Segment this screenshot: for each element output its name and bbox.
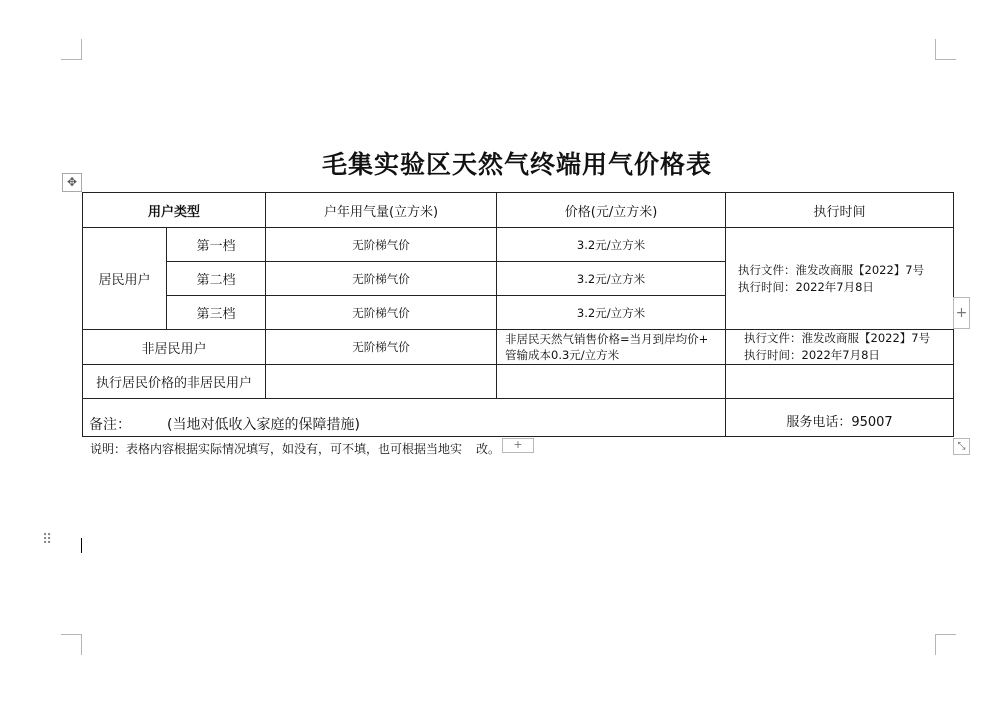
header-price[interactable]: 价格(元/立方米) — [497, 193, 726, 228]
table-row — [83, 330, 954, 365]
move-arrows-icon[interactable]: ✥ — [62, 173, 82, 192]
tier-usage[interactable]: 无阶梯气价 — [266, 228, 497, 262]
non-residential-exec-date: 执行时间：2022年7月8日 — [744, 348, 880, 362]
resident-price-nonres-price[interactable] — [497, 365, 726, 399]
drag-dots-icon[interactable]: ⠿ — [42, 532, 54, 548]
document-title: 毛集实验区天然气终端用气价格表 — [321, 150, 712, 179]
text-cursor — [81, 538, 82, 553]
footnote — [90, 440, 500, 457]
residential-label[interactable]: 居民用户 — [83, 228, 167, 330]
crop-mark-top-right — [935, 39, 956, 60]
non-residential-price-line2: 管输成本0.3元/立方米 — [505, 348, 620, 362]
non-residential-exec-file: 执行文件：淮发改商服【2022】7号 — [744, 331, 931, 345]
non-residential-usage[interactable]: 无阶梯气价 — [266, 330, 497, 365]
non-residential-price-cell[interactable] — [497, 330, 726, 365]
non-residential-label[interactable]: 非居民用户 — [83, 330, 266, 365]
tier-usage[interactable]: 无阶梯气价 — [266, 262, 497, 296]
table-row — [83, 365, 954, 399]
tier-price[interactable]: 3.2元/立方米 — [497, 296, 726, 330]
residential-exec-file: 执行文件：淮发改商服【2022】7号 — [738, 262, 925, 277]
tier-name[interactable]: 第一档 — [167, 228, 266, 262]
remark-cell[interactable] — [83, 399, 726, 437]
resident-price-nonres-usage[interactable] — [266, 365, 497, 399]
non-residential-price-line1: 非居民天然气销售价格=当月到岸均价+ — [505, 332, 709, 346]
remark-label: 备注： — [89, 417, 131, 433]
tier-name[interactable]: 第二档 — [167, 262, 266, 296]
plus-icon[interactable]: + — [502, 438, 534, 453]
table-row — [83, 228, 954, 262]
resident-price-nonres-exec[interactable] — [726, 365, 954, 399]
non-residential-exec-cell[interactable] — [726, 330, 954, 365]
tier-price[interactable]: 3.2元/立方米 — [497, 262, 726, 296]
footnote-before: 说明：表格内容根据实际情况填写，如没有，可不填，也可根据当地实 — [90, 442, 463, 456]
crop-mark-bottom-right — [935, 634, 956, 655]
plus-icon[interactable]: + — [953, 297, 970, 329]
table-row — [83, 399, 954, 437]
footnote-after: 改。 — [476, 442, 501, 456]
header-annual-usage[interactable]: 户年用气量(立方米) — [266, 193, 497, 228]
service-phone[interactable]: 服务电话：95007 — [726, 399, 954, 437]
resize-diagonal-icon[interactable]: ⤡ — [953, 438, 970, 455]
price-table — [82, 192, 954, 437]
tier-price[interactable]: 3.2元/立方米 — [497, 228, 726, 262]
header-exec-time[interactable]: 执行时间 — [726, 193, 954, 228]
residential-exec-cell[interactable] — [726, 228, 954, 330]
crop-mark-bottom-left — [61, 634, 82, 655]
header-user-type[interactable]: 用户类型 — [83, 193, 266, 228]
crop-mark-top-left — [61, 39, 82, 60]
resident-price-nonres-label[interactable]: 执行居民价格的非居民用户 — [83, 365, 266, 399]
table-header-row — [83, 193, 954, 228]
tier-name[interactable]: 第三档 — [167, 296, 266, 330]
tier-usage[interactable]: 无阶梯气价 — [266, 296, 497, 330]
remark-content: (当地对低收入家庭的保障措施) — [167, 417, 360, 433]
residential-exec-date: 执行时间：2022年7月8日 — [738, 279, 874, 294]
